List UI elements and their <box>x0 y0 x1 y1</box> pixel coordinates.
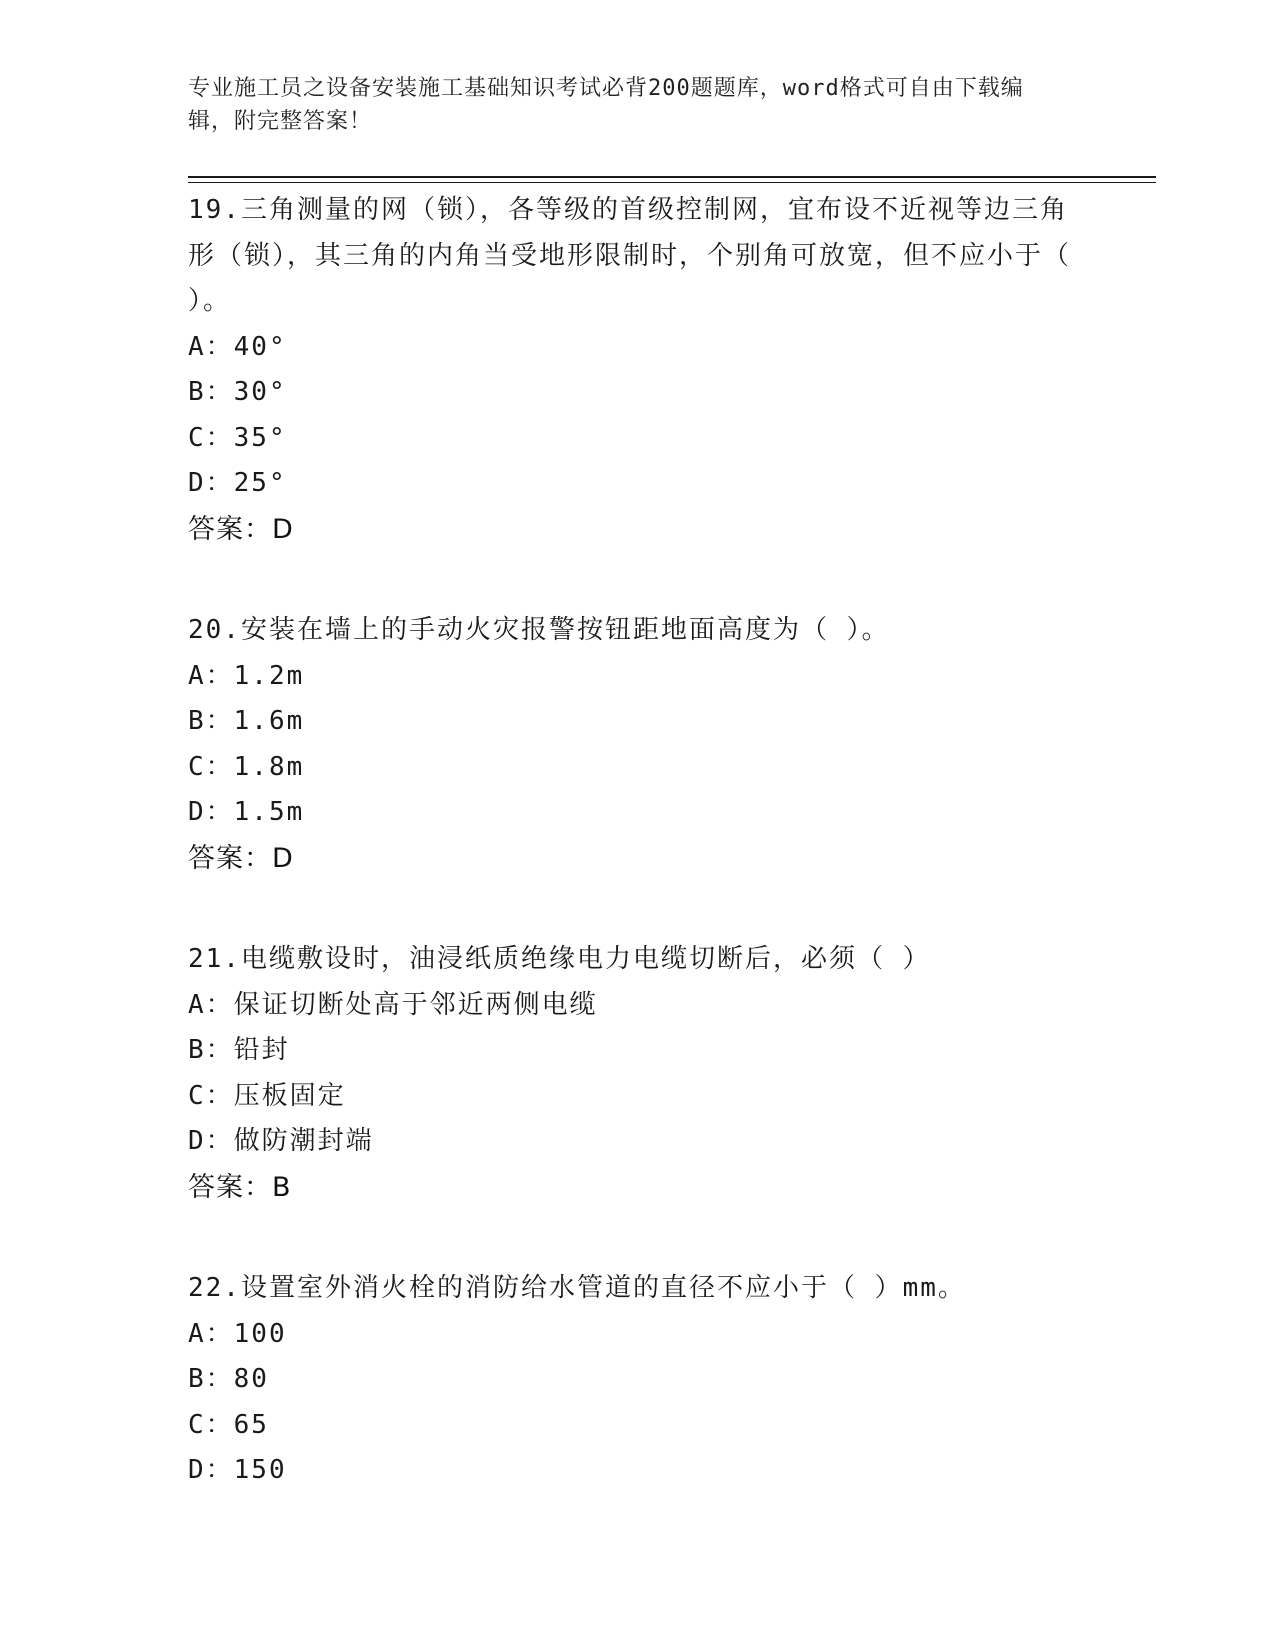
header-rule-thin <box>188 182 1156 183</box>
question-21 <box>188 937 1088 1210</box>
answer-label: 答案：B <box>188 1171 292 1203</box>
question-stem: 21.电缆敷设时，油浸纸质绝缘电力电缆切断后，必须（ ） <box>188 944 931 974</box>
document-header <box>188 72 1068 138</box>
option-c: C：1.8m <box>188 751 305 782</box>
option-c: C：65 <box>188 1409 269 1440</box>
header-title: 专业施工员之设备安装施工基础知识考试必背200题题库，word格式可自由下载编辑，附完整答案！ <box>188 76 1024 134</box>
question-stem: 22.设置室外消火栓的消防给水管道的直径不应小于（ ）mm。 <box>188 1273 966 1303</box>
option-c: C：压板固定 <box>188 1080 346 1111</box>
answer-label: 答案：D <box>188 513 294 545</box>
question-22 <box>188 1266 1088 1494</box>
option-b: B：1.6m <box>188 706 305 736</box>
question-19 <box>188 188 1088 552</box>
option-b: B：80 <box>188 1364 269 1394</box>
option-d: D：1.5m <box>188 797 305 827</box>
option-d: D：25° <box>188 468 287 498</box>
header-rule-thick <box>188 176 1156 178</box>
answer-label: 答案：D <box>188 842 294 874</box>
option-a: A：保证切断处高于邻近两侧电缆 <box>188 989 598 1020</box>
option-a: A：100 <box>188 1318 287 1349</box>
option-d: D：150 <box>188 1455 287 1485</box>
question-list <box>188 188 1088 1550</box>
question-20 <box>188 608 1088 881</box>
option-c: C：35° <box>188 422 287 453</box>
question-stem: 19.三角测量的网（锁），各等级的首级控制网，宜布设不近视等边三角形（锁），其三角的内角当受地形限制时，个别角可放宽，但不应小于（ ）。 <box>188 195 1072 316</box>
option-d: D：做防潮封端 <box>188 1126 374 1156</box>
option-b: B：30° <box>188 377 287 407</box>
option-a: A：1.2m <box>188 660 305 691</box>
question-stem: 20.安装在墙上的手动火灾报警按钮距地面高度为（ ）。 <box>188 615 890 645</box>
option-b: B：铅封 <box>188 1035 290 1065</box>
option-a: A：40° <box>188 331 287 362</box>
